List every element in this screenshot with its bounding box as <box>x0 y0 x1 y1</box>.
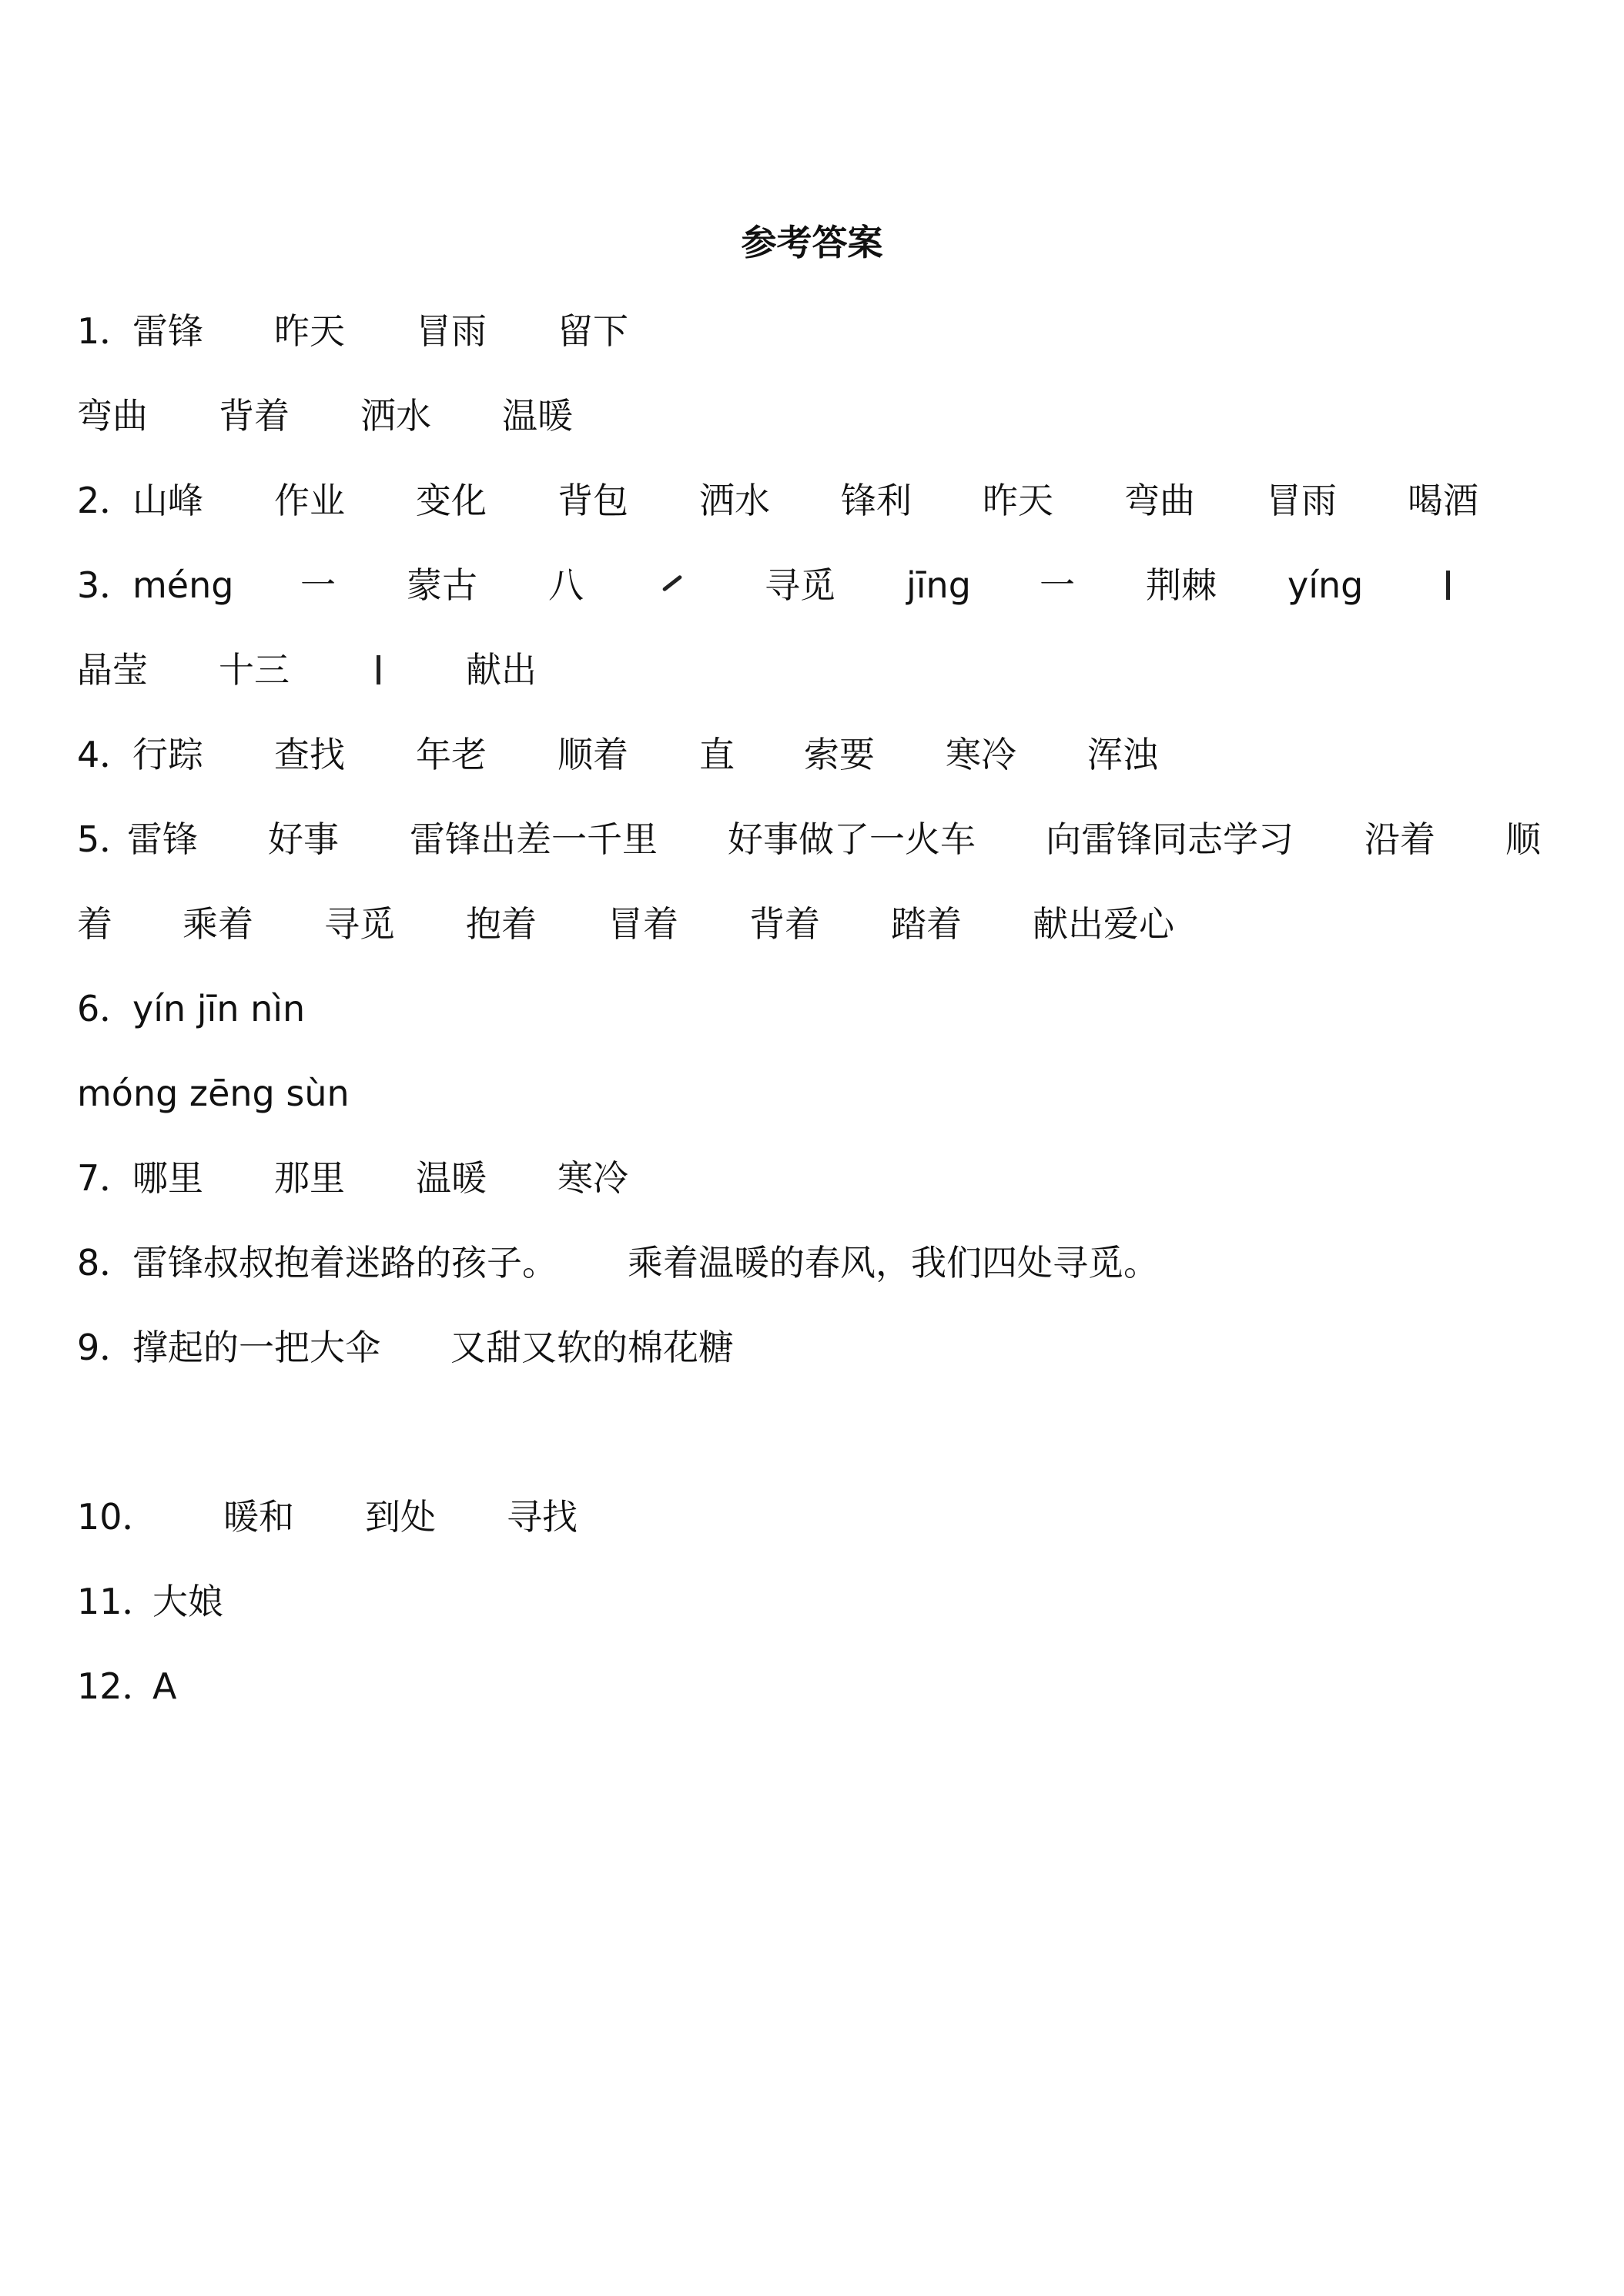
question-number: 11． <box>77 1581 158 1622</box>
answer-item: 寻觅 <box>765 564 835 606</box>
answer-item: 好事做了一火车 <box>728 818 976 860</box>
pinyin-item: jīng <box>906 564 971 606</box>
answer-item: 喝酒 <box>1408 480 1478 521</box>
answer-item: 哪里 <box>132 1157 203 1199</box>
vertical-stroke-icon <box>1446 571 1450 600</box>
question-number: 5． <box>77 818 136 860</box>
answer-item: 雷锋出差一千里 <box>410 818 658 860</box>
answer-item: 献出 <box>466 649 537 691</box>
answer-item: 背着 <box>749 903 820 945</box>
answer-item: 作业 <box>274 480 345 521</box>
question-number: 8． <box>77 1242 136 1284</box>
question-number: 6． <box>77 988 136 1029</box>
answer-item: 乘着 <box>182 903 253 945</box>
vertical-stroke-icon <box>377 655 380 684</box>
answer-item: 着 <box>77 903 112 945</box>
pinyin-item: yíng <box>1287 564 1364 606</box>
answer-item: 寒冷 <box>946 734 1016 775</box>
question-number: 10． <box>77 1496 158 1538</box>
answer-item: 荆棘 <box>1146 564 1217 606</box>
stroke-glyph-icon <box>662 574 683 591</box>
answer-item: 撑起的一把大伞 <box>132 1327 380 1368</box>
answer-item: 昨天 <box>983 480 1053 521</box>
answer-item: 好事 <box>268 818 339 860</box>
answer-item: 背包 <box>558 480 628 521</box>
answer-item: 洒水 <box>699 480 770 521</box>
question-number: 9． <box>77 1327 136 1368</box>
stroke-count: 八 <box>548 564 584 606</box>
pinyin-item: yín jīn nìn <box>132 988 306 1029</box>
pinyin-item: móng zēng sùn <box>77 1073 350 1114</box>
answer-item: 锋利 <box>841 480 912 521</box>
answer-item: 冒雨 <box>416 310 487 352</box>
answer-item: 冒雨 <box>1266 480 1337 521</box>
pinyin-item: méng <box>132 564 234 606</box>
answer-item: 雷锋 <box>132 310 203 352</box>
answer-item: 又甜又软的棉花糖 <box>450 1327 734 1368</box>
answer-item: 行踪 <box>132 734 203 775</box>
answer-item: 乘着温暖的春风，我们四处寻觅。 <box>628 1242 1159 1284</box>
answer-item: 索要 <box>804 734 875 775</box>
answer-item: 献出爱心 <box>1033 903 1174 945</box>
answer-item: 冒着 <box>608 903 678 945</box>
answer-item: 顺 <box>1505 818 1541 860</box>
answer-item: 温暖 <box>416 1157 487 1199</box>
stroke-count: 一 <box>1040 564 1075 606</box>
answer-item: 洒水 <box>360 395 431 437</box>
answer-item: 弯曲 <box>1124 480 1195 521</box>
question-number: 1． <box>77 310 136 352</box>
answer-item: 留下 <box>558 310 628 352</box>
answer-item: 查找 <box>274 734 345 775</box>
answer-item: 雷锋叔叔抱着迷路的孩子。 <box>132 1242 558 1284</box>
answer-item: 抱着 <box>466 903 537 945</box>
answer-item: A <box>152 1665 177 1707</box>
answer-item: 昨天 <box>274 310 345 352</box>
answer-item: 大娘 <box>152 1581 223 1622</box>
question-number: 7． <box>77 1157 136 1199</box>
answer-item: 雷锋 <box>127 818 198 860</box>
answer-item: 寻觅 <box>324 903 395 945</box>
page-title: 参考答案 <box>741 222 883 263</box>
answer-item: 直 <box>699 734 735 775</box>
answer-item: 寻找 <box>507 1496 578 1538</box>
answer-item: 温暖 <box>502 395 573 437</box>
answer-item: 变化 <box>416 480 487 521</box>
answer-item: 十三 <box>219 649 290 691</box>
answer-item: 背着 <box>219 395 290 437</box>
answer-item: 踏着 <box>891 903 962 945</box>
answer-item: 沿着 <box>1364 818 1435 860</box>
stroke-count: 一 <box>300 564 336 606</box>
question-number: 4． <box>77 734 136 775</box>
answer-item: 顺着 <box>558 734 628 775</box>
answer-item: 寒冷 <box>558 1157 628 1199</box>
question-number: 12． <box>77 1665 158 1707</box>
answer-item: 到处 <box>365 1496 436 1538</box>
question-number: 2． <box>77 480 136 521</box>
question-number: 3． <box>77 564 136 606</box>
answer-item: 山峰 <box>132 480 203 521</box>
answer-item: 向雷锋同志学习 <box>1046 818 1294 860</box>
answer-item: 弯曲 <box>77 395 148 437</box>
answer-item: 浑浊 <box>1087 734 1158 775</box>
answer-item: 蒙古 <box>407 564 477 606</box>
answer-item: 那里 <box>274 1157 345 1199</box>
answer-item: 暖和 <box>223 1496 294 1538</box>
answer-item: 年老 <box>416 734 487 775</box>
answer-item: 晶莹 <box>77 649 148 691</box>
